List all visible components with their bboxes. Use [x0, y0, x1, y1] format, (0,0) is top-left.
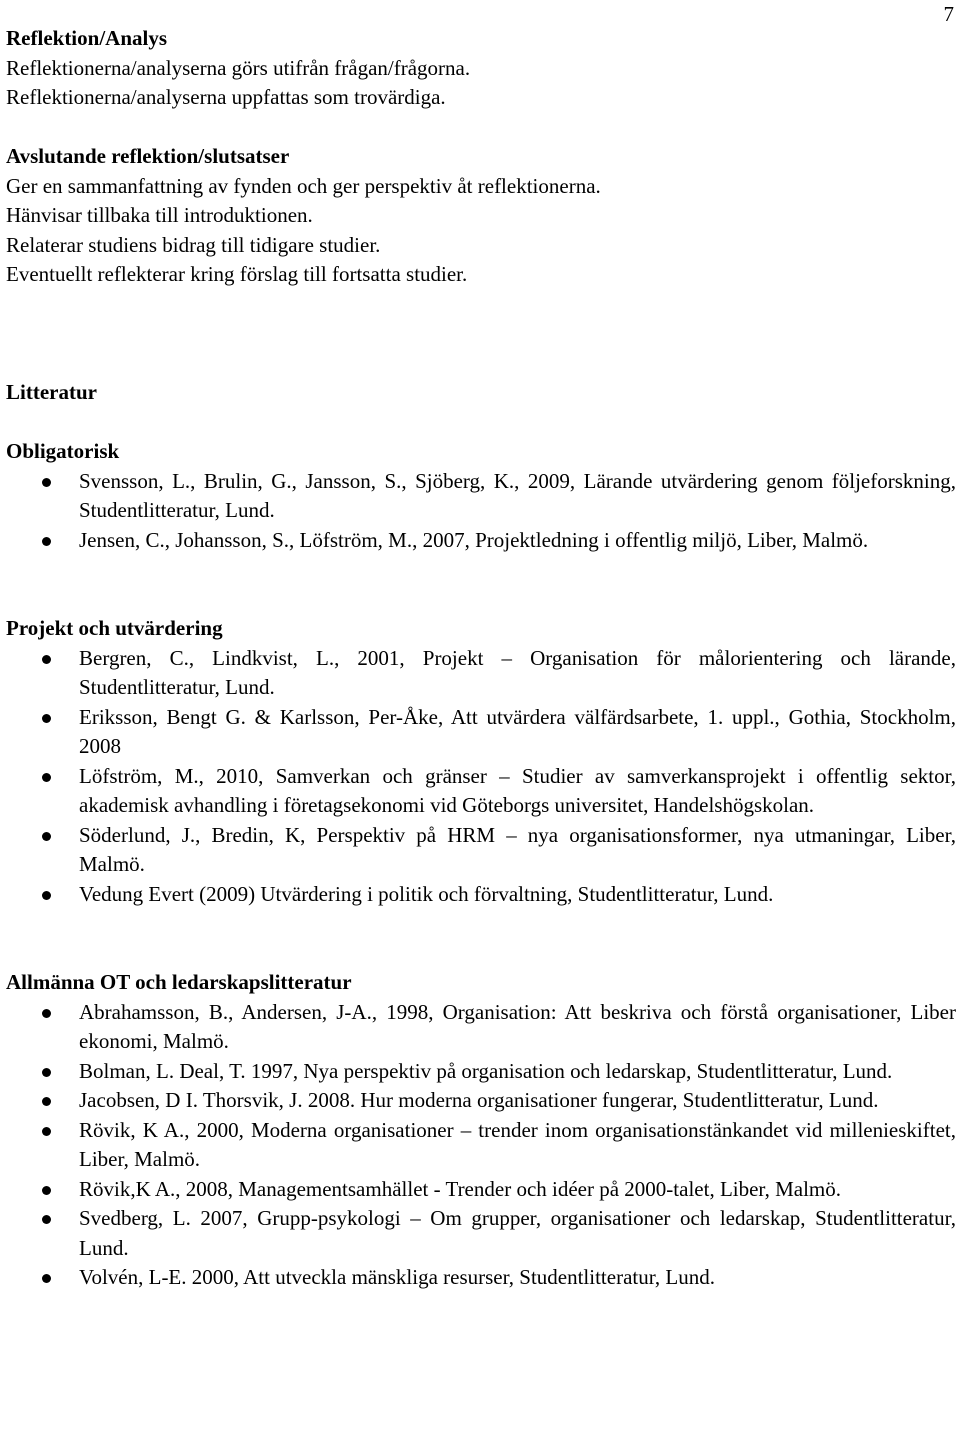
reference-item: Rövik, K A., 2000, Moderna organisationer – trender inom organisationstänkandet vid millenieskiftet, Liber, Malmö.: [6, 1116, 956, 1175]
reference-item: Bergren, C., Lindkvist, L., 2001, Projekt – Organisation för målorientering och lärande, Studentlitteratur, Lund.: [6, 644, 956, 703]
reference-item: Vedung Evert (2009) Utvärdering i politik och förvaltning, Studentlitteratur, Lund.: [6, 880, 956, 910]
body-line: Hänvisar tillbaka till introduktionen.: [6, 203, 313, 227]
reference-list-project: [6, 644, 956, 910]
subsection-heading-project: Projekt och utvärdering: [6, 616, 223, 640]
body-line: Relaterar studiens bidrag till tidigare studier.: [6, 232, 381, 257]
body-line: Ger en sammanfattning av fynden och ger perspektiv åt reflektionerna.: [6, 173, 601, 198]
bullet-icon: [42, 1068, 51, 1077]
bullet-icon: [42, 1097, 51, 1106]
section-heading-reflection: Reflektion/Analys: [6, 26, 168, 50]
document-body: [6, 24, 956, 1293]
bullet-icon: [42, 832, 51, 841]
section-heading-literature: Litteratur: [6, 380, 97, 404]
bullet-icon: [42, 714, 51, 723]
bullet-icon: [42, 1127, 51, 1136]
reference-item: Volvén, L-E. 2000, Att utveckla mänskliga resurser, Studentlitteratur, Lund.: [6, 1263, 956, 1293]
bullet-icon: [42, 773, 51, 782]
reference-item: Rövik,K A., 2008, Managementsamhället - Trender och idéer på 2000-talet, Liber, Malmö.: [6, 1175, 956, 1205]
reference-item: Jacobsen, D I. Thorsvik, J. 2008. Hur moderna organisationer fungerar, Studentlitteratur, Lund.: [6, 1086, 956, 1116]
reference-list-general: [6, 998, 956, 1293]
bullet-icon: [42, 1009, 51, 1018]
bullet-icon: [42, 478, 51, 487]
reference-item: Svedberg, L. 2007, Grupp-psykologi – Om grupper, organisationer och ledarskap, Studentlitteratur, Lund.: [6, 1204, 956, 1263]
subsection-heading-general: Allmänna OT och ledarskapslitteratur: [6, 970, 352, 994]
reference-item: Eriksson, Bengt G. & Karlsson, Per-Åke, Att utvärdera välfärdsarbete, 1. uppl., Gothia, Stockholm, 2008: [6, 703, 956, 762]
reference-list-mandatory: [6, 467, 956, 556]
body-line: Reflektionerna/analyserna görs utifrån frågan/frågorna.: [6, 55, 471, 80]
subsection-heading-mandatory: Obligatorisk: [6, 439, 120, 463]
body-line: Reflektionerna/analyserna uppfattas som trovärdiga.: [6, 85, 446, 109]
bullet-icon: [42, 1186, 51, 1195]
page-number: 7: [943, 2, 954, 26]
bullet-icon: [42, 1274, 51, 1283]
bullet-icon: [42, 1215, 51, 1224]
reference-item: Löfström, M., 2010, Samverkan och gränser – Studier av samverkansprojekt i offentlig sektor, akademisk avhandling i företagsekonomi vid Göteborgs universitet, Handelshögskolan.: [6, 762, 956, 821]
section-heading-conclusion: Avslutande reflektion/slutsatser: [6, 144, 290, 168]
reference-item: Svensson, L., Brulin, G., Jansson, S., Sjöberg, K., 2009, Lärande utvärdering genom följeforskning, Studentlitteratur, Lund.: [6, 467, 956, 526]
reference-item: Abrahamsson, B., Andersen, J-A., 1998, Organisation: Att beskriva och förstå organisationer, Liber ekonomi, Malmö.: [6, 998, 956, 1057]
bullet-icon: [42, 655, 51, 664]
body-line: Eventuellt reflekterar kring förslag till fortsatta studier.: [6, 262, 468, 286]
bullet-icon: [42, 891, 51, 900]
reference-item: Jensen, C., Johansson, S., Löfström, M., 2007, Projektledning i offentlig miljö, Liber, Malmö.: [6, 526, 956, 556]
reference-item: Söderlund, J., Bredin, K, Perspektiv på HRM – nya organisationsformer, nya utmaningar, Liber, Malmö.: [6, 821, 956, 880]
reference-item: Bolman, L. Deal, T. 1997, Nya perspektiv på organisation och ledarskap, Studentlitteratur, Lund.: [6, 1057, 956, 1087]
bullet-icon: [42, 537, 51, 546]
